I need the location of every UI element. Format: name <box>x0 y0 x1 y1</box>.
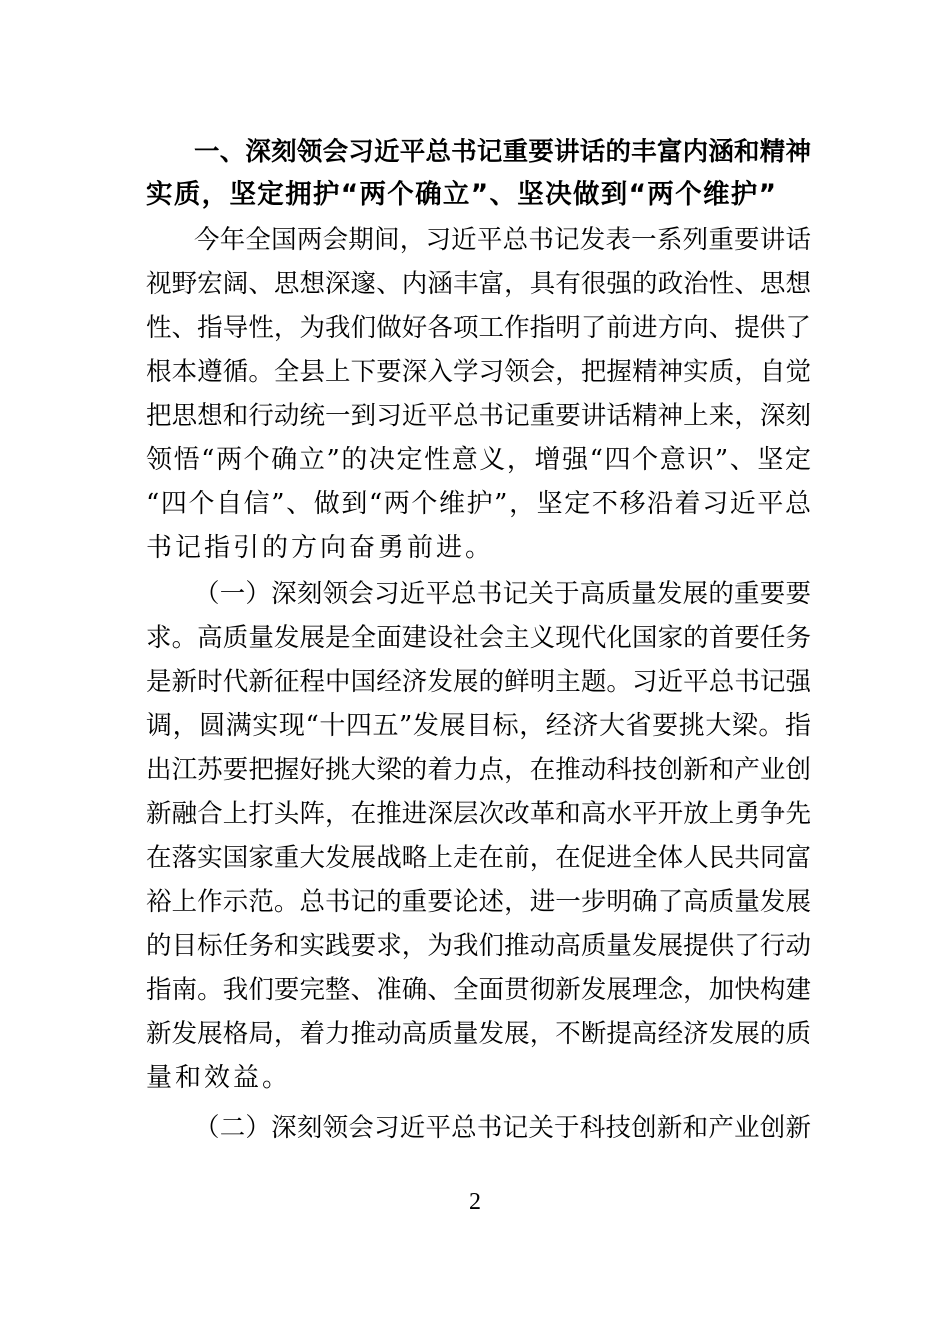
page-number: 2 <box>469 1189 481 1215</box>
paragraph-1-line-2: 视野宏阔、思想深邃、内涵丰富，具有很强的政治性、思想 <box>146 269 811 299</box>
paragraph-2-line-4: 调，圆满实现“十四五”发展目标，经济大省要挑大梁。指 <box>146 711 811 741</box>
paragraph-2-line-5: 出江苏要把握好挑大梁的着力点，在推动科技创新和产业创 <box>146 755 811 785</box>
paragraph-2-line-2: 求。高质量发展是全面建设社会主义现代化国家的首要任务 <box>146 623 811 653</box>
paragraph-1-line-4: 根本遵循。全县上下要深入学习领会，把握精神实质，自觉 <box>146 357 811 387</box>
paragraph-2-line-1: （一）深刻领会习近平总书记关于高质量发展的重要要 <box>194 579 811 609</box>
paragraph-3-line-1: （二）深刻领会习近平总书记关于科技创新和产业创新 <box>194 1113 811 1143</box>
paragraph-2-line-6: 新融合上打头阵，在推进深层次改革和高水平开放上勇争先 <box>146 799 811 829</box>
paragraph-2-line-8: 裕上作示范。总书记的重要论述，进一步明确了高质量发展 <box>146 887 811 917</box>
paragraph-1-line-8: 书记指引的方向奋勇前进。 <box>146 533 495 563</box>
paragraph-1-line-7: “四个自信”、做到“两个维护”，坚定不移沿着习近平总 <box>146 489 811 519</box>
paragraph-2-line-3: 是新时代新征程中国经济发展的鲜明主题。习近平总书记强 <box>146 667 811 697</box>
paragraph-2-line-7: 在落实国家重大发展战略上走在前，在促进全体人民共同富 <box>146 843 811 873</box>
paragraph-2-line-11: 新发展格局，着力推动高质量发展，不断提高经济发展的质 <box>146 1019 811 1049</box>
section-heading-line-2: 实质，坚定拥护“两个确立”、坚决做到“两个维护” <box>146 179 776 210</box>
paragraph-1-line-6: 领悟“两个确立”的决定性意义，增强“四个意识”、坚定 <box>146 445 811 475</box>
paragraph-2-line-10: 指南。我们要完整、准确、全面贯彻新发展理念，加快构建 <box>146 975 811 1005</box>
paragraph-1-line-1: 今年全国两会期间，习近平总书记发表一系列重要讲话 <box>194 225 811 255</box>
paragraph-1-line-3: 性、指导性，为我们做好各项工作指明了前进方向、提供了 <box>146 313 811 343</box>
paragraph-2-line-12: 量和效益。 <box>146 1063 292 1093</box>
paragraph-1-line-5: 把思想和行动统一到习近平总书记重要讲话精神上来，深刻 <box>146 401 811 431</box>
section-heading-line-1: 一、深刻领会习近平总书记重要讲话的丰富内涵和精神 <box>194 137 811 167</box>
paragraph-2-line-9: 的目标任务和实践要求，为我们推动高质量发展提供了行动 <box>146 931 811 961</box>
